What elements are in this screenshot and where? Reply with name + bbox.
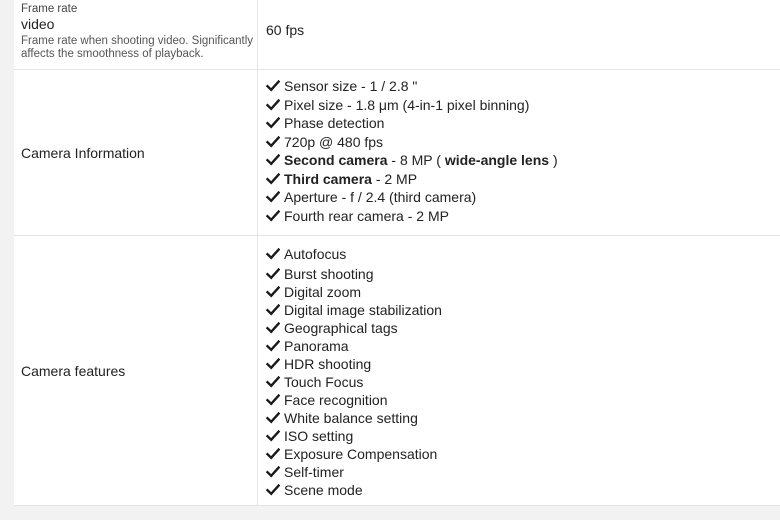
- check-icon: [266, 247, 280, 261]
- check-icon: [266, 98, 280, 112]
- camera-features-item: [266, 319, 780, 337]
- check-icon: [266, 411, 280, 425]
- check-icon: [266, 116, 280, 130]
- check-icon: [266, 285, 280, 299]
- spec-row-camera-features: [14, 236, 780, 506]
- camera-features-list: [266, 243, 780, 499]
- frame-rate-label-main: video: [21, 16, 55, 32]
- item-text: Panorama: [284, 338, 349, 354]
- item-text: Autofocus: [284, 246, 347, 262]
- item-text: Touch Focus: [284, 374, 364, 390]
- item-text: ISO setting: [284, 428, 354, 444]
- camera-features-item: [266, 283, 780, 301]
- camera-features-item: [266, 337, 780, 355]
- camera-features-item: [266, 373, 780, 391]
- camera-information-list: [266, 77, 780, 225]
- camera-features-item: [266, 445, 780, 463]
- check-icon: [266, 267, 280, 281]
- camera-information-item: [266, 207, 780, 226]
- check-icon: [266, 483, 280, 497]
- frame-rate-description: [21, 35, 257, 61]
- item-bold-text: wide-angle lens: [444, 152, 550, 169]
- item-text: Self-timer: [284, 464, 344, 480]
- item-text: Digital zoom: [284, 284, 362, 300]
- frame-rate-description-line-1: Frame rate when shooting video. Significantly: [21, 35, 254, 47]
- item-text: - 8 MP (: [387, 152, 445, 169]
- camera-information-item: [266, 151, 780, 170]
- camera-features-item: [266, 301, 780, 319]
- check-icon: [266, 465, 280, 479]
- spec-row-frame-rate: [14, 0, 780, 70]
- check-icon: [266, 190, 280, 204]
- item-text: ): [549, 152, 558, 169]
- item-text: Pixel size - 1.8 μm (4-in-1 pixel binning): [284, 96, 530, 113]
- item-text: Aperture - f / 2.4 (third camera): [284, 189, 477, 206]
- check-icon: [266, 172, 280, 186]
- spec-value-frame-rate: [258, 0, 780, 69]
- item-text: Exposure Compensation: [284, 446, 438, 462]
- check-icon: [266, 375, 280, 389]
- item-text: Face recognition: [284, 392, 388, 408]
- camera-features-item: [266, 481, 780, 499]
- camera-information-item: [266, 170, 780, 189]
- item-bold-text: Third camera: [284, 170, 372, 187]
- camera-information-item: [266, 77, 780, 96]
- spec-label-frame-rate: [14, 0, 258, 69]
- item-text: Scene mode: [284, 482, 363, 498]
- check-icon: [266, 321, 280, 335]
- frame-rate-value: 60 fps: [266, 22, 305, 38]
- item-text: Phase detection: [284, 115, 385, 132]
- spec-table: [14, 0, 780, 506]
- camera-features-item: [266, 391, 780, 409]
- item-text: HDR shooting: [284, 356, 372, 372]
- frame-rate-label-small: Frame rate: [21, 3, 78, 15]
- camera-features-item: [266, 463, 780, 481]
- camera-features-item: [266, 243, 780, 265]
- spec-label-camera-features: [14, 236, 258, 505]
- item-text: Burst shooting: [284, 266, 374, 282]
- camera-information-item: [266, 96, 780, 115]
- camera-features-item: [266, 265, 780, 283]
- check-icon: [266, 303, 280, 317]
- item-text: Sensor size - 1 / 2.8 ": [284, 78, 418, 95]
- frame-rate-description-line-2: affects the smoothness of playback.: [21, 48, 204, 60]
- check-icon: [266, 79, 280, 93]
- check-icon: [266, 153, 280, 167]
- spec-row-camera-information: [14, 70, 780, 236]
- item-text: White balance setting: [284, 410, 418, 426]
- item-text: - 2 MP: [371, 170, 418, 187]
- check-icon: [266, 393, 280, 407]
- spec-value-camera-features: [258, 236, 780, 505]
- camera-information-item: [266, 188, 780, 207]
- check-icon: [266, 357, 280, 371]
- check-icon: [266, 209, 280, 223]
- spec-value-camera-information: [258, 70, 780, 235]
- check-icon: [266, 447, 280, 461]
- check-icon: [266, 135, 280, 149]
- item-text: Fourth rear camera - 2 MP: [284, 207, 449, 224]
- check-icon: [266, 339, 280, 353]
- camera-features-item: [266, 409, 780, 427]
- spec-label-camera-information: [14, 70, 258, 235]
- check-icon: [266, 429, 280, 443]
- camera-features-item: [266, 427, 780, 445]
- camera-information-item: [266, 133, 780, 152]
- item-text: 720p @ 480 fps: [284, 133, 384, 150]
- item-text: Digital image stabilization: [284, 302, 442, 318]
- camera-information-label: Camera Information: [21, 144, 145, 161]
- item-bold-text: Second camera: [284, 152, 388, 169]
- camera-information-item: [266, 114, 780, 133]
- camera-features-label: Camera features: [21, 362, 126, 379]
- camera-features-item: [266, 355, 780, 373]
- item-text: Geographical tags: [284, 320, 398, 336]
